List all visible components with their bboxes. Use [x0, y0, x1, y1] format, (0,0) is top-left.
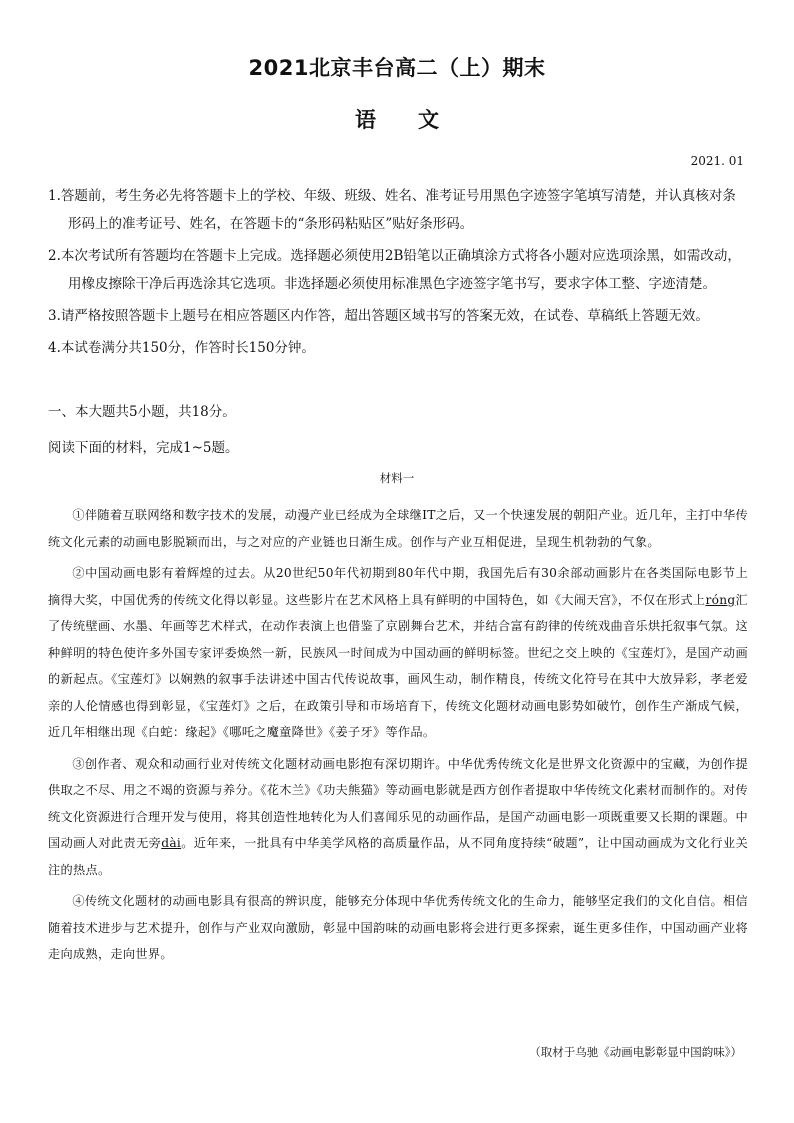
paragraph-text: ④传统文化题材的动画电影具有很高的辨识度，能够充分体现中华优秀传统文化的生命力，能够坚定我们的文化自信。相信随着技术进步与艺术提升，创作与产业双向激励，彰显中国韵味的动画电影将会进行更多探索，诞生更多佳作，中国动画产业将走向成熟，走向世界。: [48, 894, 748, 961]
material-paragraph: [48, 888, 748, 968]
instruction-item: 4.本试卷满分共150分，作答时长150分钟。: [48, 340, 315, 356]
subject-heading: 语 文: [355, 108, 439, 132]
instruction-item: 2.本次考试所有答题均在答题卡上完成。选择题必须使用2B铅笔以正确填涂方式将各小题对应选项涂黑，如需改动，用橡皮擦除干净后再选涂其它选项。非选择题必须使用标准黑色字迹签字笔书写，要求字体工整、字迹清楚。: [48, 248, 741, 292]
material-paragraph: [48, 502, 748, 555]
paragraph-text: 汇了传统壁画、水墨、年画等艺术样式，在动作表演上也借鉴了京剧舞台艺术，并结合富有韵律的传统戏曲音乐烘托叙事气氛。这种鲜明的特色使许多外国专家评委焕然一新，民族风一时间成为中国动画的鲜明标签。世纪之交上映的《宝莲灯》，是国产动画的新起点。《宝莲灯》以娴熟的叙事手法讲述中国古代传说故事，画风生动，制作精良，传统文化符号在其中大放异彩，孝老爱亲的人伦情感也得到彰显，《宝莲灯》之后，在政策引导和市场培育下，传统文化题材动画电影势如破竹，创作生产渐成气候，近几年相继出现《白蛇：缘起》《哪吒之魔童降世》《姜子牙》等作品。: [48, 592, 748, 739]
instruction-item: 3.请严格按照答题卡上题号在相应答题区内作答，超出答题区域书写的答案无效，在试卷、草稿纸上答题无效。: [48, 308, 709, 324]
section-prompt: 阅读下面的材料，完成1~5题。: [48, 440, 239, 456]
paragraph-text: 。近年来，一批具有中华美学风格的高质量作品，从不同角度持续“破题”，让中国动画成为文化行业关注的热点。: [48, 836, 748, 877]
material-body: [48, 502, 748, 973]
exam-date: 2021. 01: [690, 154, 744, 168]
paragraph-text: ②中国动画电影有着辉煌的过去。从20世纪50年代初期到80年代中期，我国先后有30余部动画影片在各类国际电影节上摘得大奖，中国优秀的传统文化得以彰显。这些影片在艺术风格上具有鲜明的中国特色，如《大闹天宫》，不仅在形式上: [48, 566, 748, 607]
material-paragraph: [48, 560, 748, 746]
instruction-item: 1.答题前，考生务必先将答题卡上的学校、年级、班级、姓名、准考证号用黑色字迹签字笔填写清楚，并认真核对条形码上的准考证号、姓名，在答题卡的“条形码粘贴区”贴好条形码。: [48, 188, 736, 232]
instructions-block: [48, 182, 748, 366]
paragraph-text: ③创作者、观众和动画行业对传统文化题材动画电影抱有深切期许。中华优秀传统文化是世界文化资源中的宝藏，为创作提供取之不尽、用之不竭的资源与养分。《花木兰》《功夫熊猫》等动画电影就是西方创作者提取中华传统文化素材而制作的。对传统文化资源进行合理开发与使用，将其创造性地转化为人们喜闻乐见的动画作品，是国产动画电影一项既重要又长期的课题。中国动画人对此责无旁: [48, 756, 748, 850]
pinyin-blank: róng: [705, 592, 736, 607]
section-heading: 一、本大题共5小题，共18分。: [48, 404, 236, 420]
material-source: （取材于乌驰《动画电影彰显中国韵味》）: [529, 1045, 742, 1059]
pinyin-blank: dài: [161, 836, 182, 850]
material-paragraph: [48, 751, 748, 884]
material-title: 材料一: [379, 471, 415, 485]
paragraph-text: ①伴随着互联网络和数字技术的发展，动漫产业已经成为全球继IT之后，又一个快速发展的朝阳产业。近几年，主打中华传统文化元素的动画电影脱颖而出，与之对应的产业链也日渐生成。创作与产业互相促进，呈现生机勃勃的气象。: [48, 508, 748, 549]
exam-title: 2021北京丰台高二（上）期末: [248, 56, 546, 80]
